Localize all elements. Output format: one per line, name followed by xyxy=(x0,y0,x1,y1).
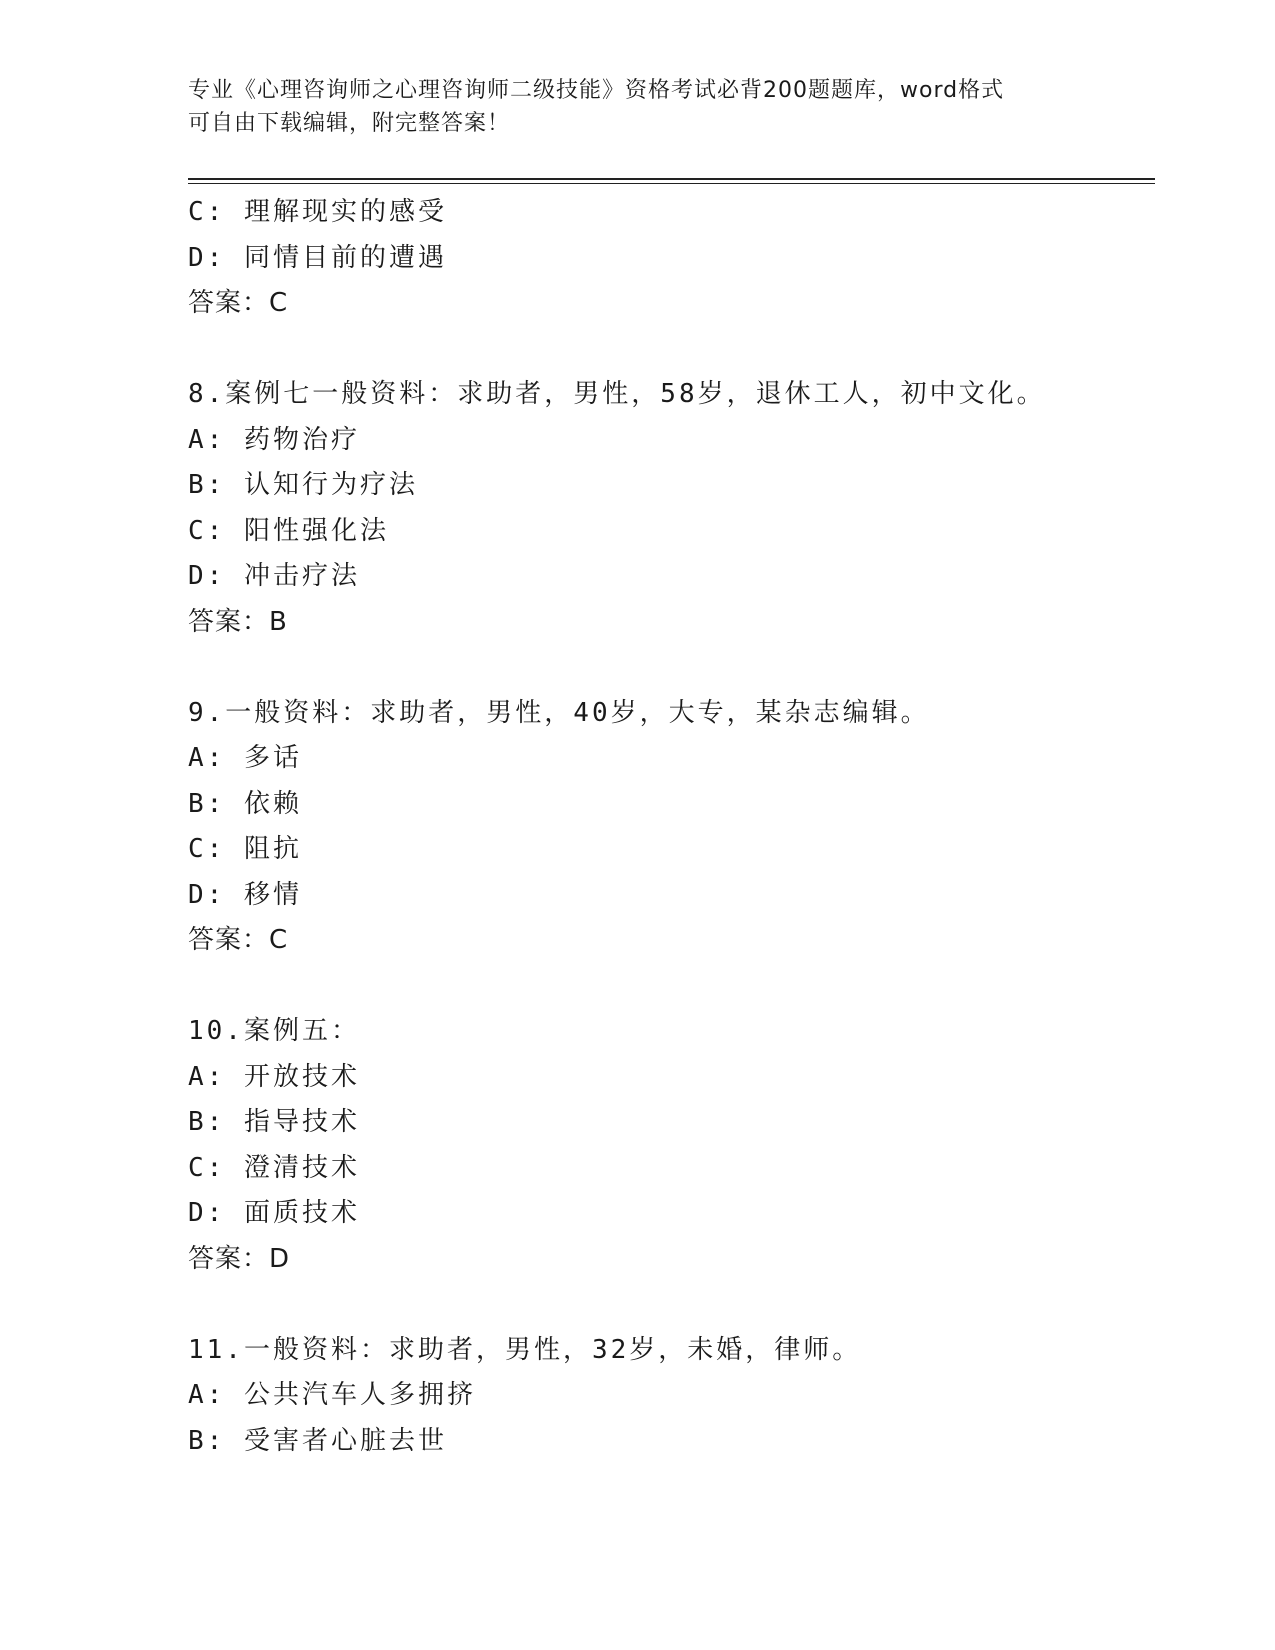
question-list xyxy=(188,190,1155,1464)
question-block-7 xyxy=(188,190,1155,327)
block-spacer xyxy=(188,964,1155,1010)
document-header xyxy=(188,74,1088,140)
question-block-9 xyxy=(188,691,1155,964)
option-c: C: 理解现实的感受 xyxy=(188,197,447,227)
answer-text: 答案：C xyxy=(188,925,289,955)
header-title-line-2: 可自由下载编辑，附完整答案！ xyxy=(188,111,511,136)
option-d: D: 面质技术 xyxy=(188,1198,360,1228)
option-d: D: 冲击疗法 xyxy=(188,561,360,591)
answer-text: 答案：D xyxy=(188,1243,291,1274)
question-block-8 xyxy=(188,372,1155,645)
block-spacer xyxy=(188,645,1155,691)
option-b: B: 认知行为疗法 xyxy=(188,470,418,500)
option-c: C: 阳性强化法 xyxy=(188,515,389,546)
answer-text: 答案：B xyxy=(188,606,288,637)
question-text: 11.一般资料：求助者，男性，32岁，未婚，律师。 xyxy=(188,1334,862,1365)
question-block-10 xyxy=(188,1009,1155,1282)
answer-text: 答案：C xyxy=(188,288,289,318)
option-a: A: 多话 xyxy=(188,743,302,773)
block-spacer xyxy=(188,1282,1155,1328)
block-spacer xyxy=(188,327,1155,373)
question-block-11 xyxy=(188,1328,1155,1465)
option-b: B: 依赖 xyxy=(188,788,302,819)
option-a: A: 药物治疗 xyxy=(188,424,360,455)
option-c: C: 阻抗 xyxy=(188,834,302,864)
option-a: A: 公共汽车人多拥挤 xyxy=(188,1380,476,1410)
header-title-line-1: 专业《心理咨询师之心理咨询师二级技能》资格考试必背200题题库，word格式 xyxy=(188,78,1005,103)
header-divider-thin xyxy=(188,183,1155,184)
header-divider-thick xyxy=(188,178,1155,180)
option-a: A: 开放技术 xyxy=(188,1061,360,1092)
option-d: D: 同情目前的遭遇 xyxy=(188,242,447,273)
option-b: B: 指导技术 xyxy=(188,1107,360,1137)
option-d: D: 移情 xyxy=(188,879,302,910)
option-c: C: 澄清技术 xyxy=(188,1152,360,1183)
question-text: 10.案例五： xyxy=(188,1016,360,1046)
question-text: 9.一般资料：求助者，男性，40岁，大专，某杂志编辑。 xyxy=(188,697,930,728)
question-text: 8.案例七一般资料：求助者，男性，58岁，退休工人，初中文化。 xyxy=(188,379,1046,409)
option-b: B: 受害者心脏去世 xyxy=(188,1425,447,1456)
